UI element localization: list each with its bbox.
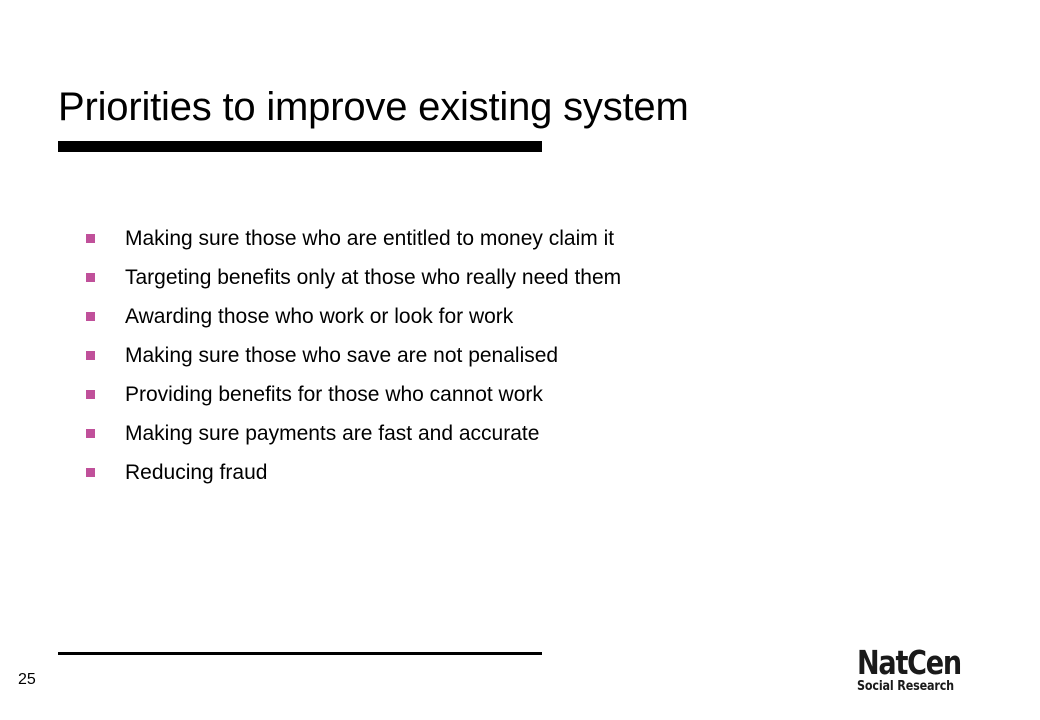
bullet-text: Awarding those who work or look for work <box>125 304 514 328</box>
square-bullet-icon <box>86 234 95 243</box>
bullet-text: Making sure payments are fast and accurate <box>125 421 540 445</box>
bullet-item <box>86 297 621 336</box>
bullet-item <box>86 336 621 375</box>
slide-number: 25 <box>18 671 36 688</box>
bullet-text: Making sure those who are entitled to money claim it <box>125 226 615 250</box>
bullet-text: Targeting benefits only at those who really need them <box>125 265 622 289</box>
square-bullet-icon <box>86 390 95 399</box>
bullet-list <box>86 219 621 492</box>
title-underline <box>58 141 542 152</box>
slide-title: Priorities to improve existing system <box>58 85 689 129</box>
bullet-text: Reducing fraud <box>125 460 268 484</box>
square-bullet-icon <box>86 312 95 321</box>
square-bullet-icon <box>86 351 95 360</box>
bullet-item <box>86 414 621 453</box>
logo-wordmark: NatCen <box>857 643 962 682</box>
square-bullet-icon <box>86 468 95 477</box>
bullet-item <box>86 219 621 258</box>
logo-tagline: Social Research <box>857 679 955 694</box>
natcen-logo <box>857 643 984 695</box>
square-bullet-icon <box>86 273 95 282</box>
square-bullet-icon <box>86 429 95 438</box>
bullet-text: Providing benefits for those who cannot work <box>125 382 543 406</box>
footer-rule <box>58 652 542 655</box>
bullet-item <box>86 258 621 297</box>
bullet-text: Making sure those who save are not penalised <box>125 343 559 367</box>
bullet-item <box>86 375 621 414</box>
bullet-item <box>86 453 621 492</box>
